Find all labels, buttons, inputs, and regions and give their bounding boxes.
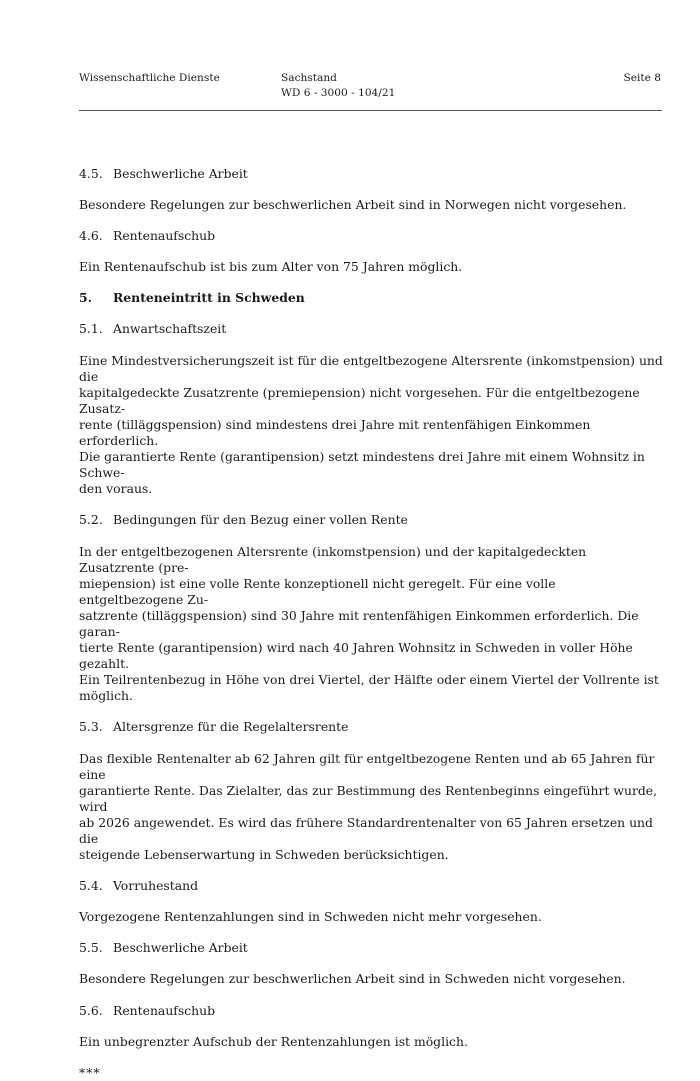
section-number: 5.1.	[79, 321, 103, 337]
header-doc-type: Sachstand	[281, 72, 337, 84]
section-number: 5.5.	[79, 940, 103, 956]
text-line: In der entgeltbezogenen Altersrente (inkomstpension) und der kapitalgedeckten Zusatzrente (pre-	[79, 543, 587, 575]
section-heading-5-4	[79, 878, 663, 894]
section-heading-5-1	[79, 321, 663, 337]
end-of-document-mark: ***	[79, 1064, 101, 1080]
section-heading-5-5	[79, 940, 663, 956]
section-title: Rentenaufschub	[113, 228, 216, 244]
text-line: satzrente (tilläggspension) sind 30 Jahre mit rentenfähigen Einkommen erforderlich. Die garan-	[79, 607, 639, 639]
section-number: 4.5.	[79, 166, 103, 181]
text-line: Die garantierte Rente (garantipension) setzt mindestens drei Jahre mit einem Wohnsitz in Schwe-	[79, 449, 645, 481]
section-title: Anwartschaftszeit	[113, 321, 227, 337]
section-number: 4.6.	[79, 228, 103, 244]
section-title: Beschwerliche Arbeit	[113, 940, 248, 956]
header-doc-number: WD 6 - 3000 - 104/21	[281, 87, 396, 99]
page-header	[79, 71, 661, 105]
section-title: Rentenaufschub	[113, 1002, 216, 1018]
text-line: Eine Mindestversicherungszeit ist für die entgeltbezogene Altersrente (inkomstpension) und die	[79, 352, 663, 384]
chapter-heading-5	[79, 290, 663, 306]
header-institution: Wissenschaftliche Dienste	[79, 72, 220, 84]
paragraph-5-4: Vorgezogene Rentenzahlungen sind in Schweden nicht mehr vorgesehen.	[79, 909, 542, 925]
text-line: rente (tilläggspension) sind mindestens drei Jahre mit rentenfähigen Einkommen erforderlich.	[79, 416, 591, 449]
section-number: 5.4.	[79, 878, 103, 894]
text-line: miepension) ist eine volle Rente konzeptionell nicht geregelt. Für eine volle entgeltbezogene Zu-	[79, 575, 556, 607]
text-line: Ein Teilrentenbezug in Höhe von drei Viertel, der Hälfte oder einem Viertel der Vollrente ist	[79, 672, 659, 688]
text-line: den voraus.	[79, 481, 153, 497]
text-line: Das flexible Rentenalter ab 62 Jahren gilt für entgeltbezogene Renten und ab 65 Jahren für eine	[79, 750, 655, 782]
section-title: Bedingungen für den Bezug einer vollen Rente	[113, 512, 408, 528]
section-heading-4-5	[79, 166, 663, 182]
chapter-number: 5.	[79, 290, 92, 306]
header-page-number: Seite 8	[623, 72, 661, 84]
paragraph-5-5: Besondere Regelungen zur beschwerlichen Arbeit sind in Schweden nicht vorgesehen.	[79, 971, 626, 987]
section-number: 5.6.	[79, 1002, 103, 1018]
text-line: garantierte Rente. Das Zielalter, das zur Bestimmung des Rentenbeginns eingeführt wurde, wird	[79, 782, 658, 814]
section-title: Beschwerliche Arbeit	[113, 166, 248, 181]
section-title: Altersgrenze für die Regelaltersrente	[113, 719, 349, 735]
text-line: steigende Lebenserwartung in Schweden berücksichtigen.	[79, 847, 449, 863]
section-heading-5-2	[79, 512, 663, 528]
section-number: 5.3.	[79, 719, 103, 735]
section-title: Vorruhestand	[113, 878, 199, 894]
document-body	[79, 166, 663, 1081]
paragraph-4-6: Ein Rentenaufschub ist bis zum Alter von 75 Jahren möglich.	[79, 259, 463, 275]
header-divider	[79, 110, 662, 111]
section-heading-5-3	[79, 719, 663, 735]
paragraph-4-5: Besondere Regelungen zur beschwerlichen Arbeit sind in Norwegen nicht vorgesehen.	[79, 197, 627, 213]
paragraph-5-1	[79, 353, 663, 498]
paragraph-5-2	[79, 544, 663, 705]
text-line: tierte Rente (garantipension) wird nach 40 Jahren Wohnsitz in Schweden in voller Höhe gezahlt.	[79, 640, 633, 672]
section-number: 5.2.	[79, 512, 103, 528]
paragraph-5-3	[79, 751, 663, 864]
text-line: kapitalgedeckte Zusatzrente (premiepension) nicht vorgesehen. Für die entgeltbezogene Zusatz-	[79, 384, 640, 416]
text-line: möglich.	[79, 688, 133, 704]
section-heading-5-6	[79, 1003, 663, 1019]
header-document-info	[281, 71, 395, 101]
section-heading-4-6	[79, 228, 663, 244]
chapter-title: Renteneintritt in Schweden	[113, 290, 305, 306]
text-line: ab 2026 angewendet. Es wird das frühere Standardrentenalter von 65 Jahren ersetzen und die	[79, 814, 653, 846]
paragraph-5-6: Ein unbegrenzter Aufschub der Rentenzahlungen ist möglich.	[79, 1033, 468, 1049]
